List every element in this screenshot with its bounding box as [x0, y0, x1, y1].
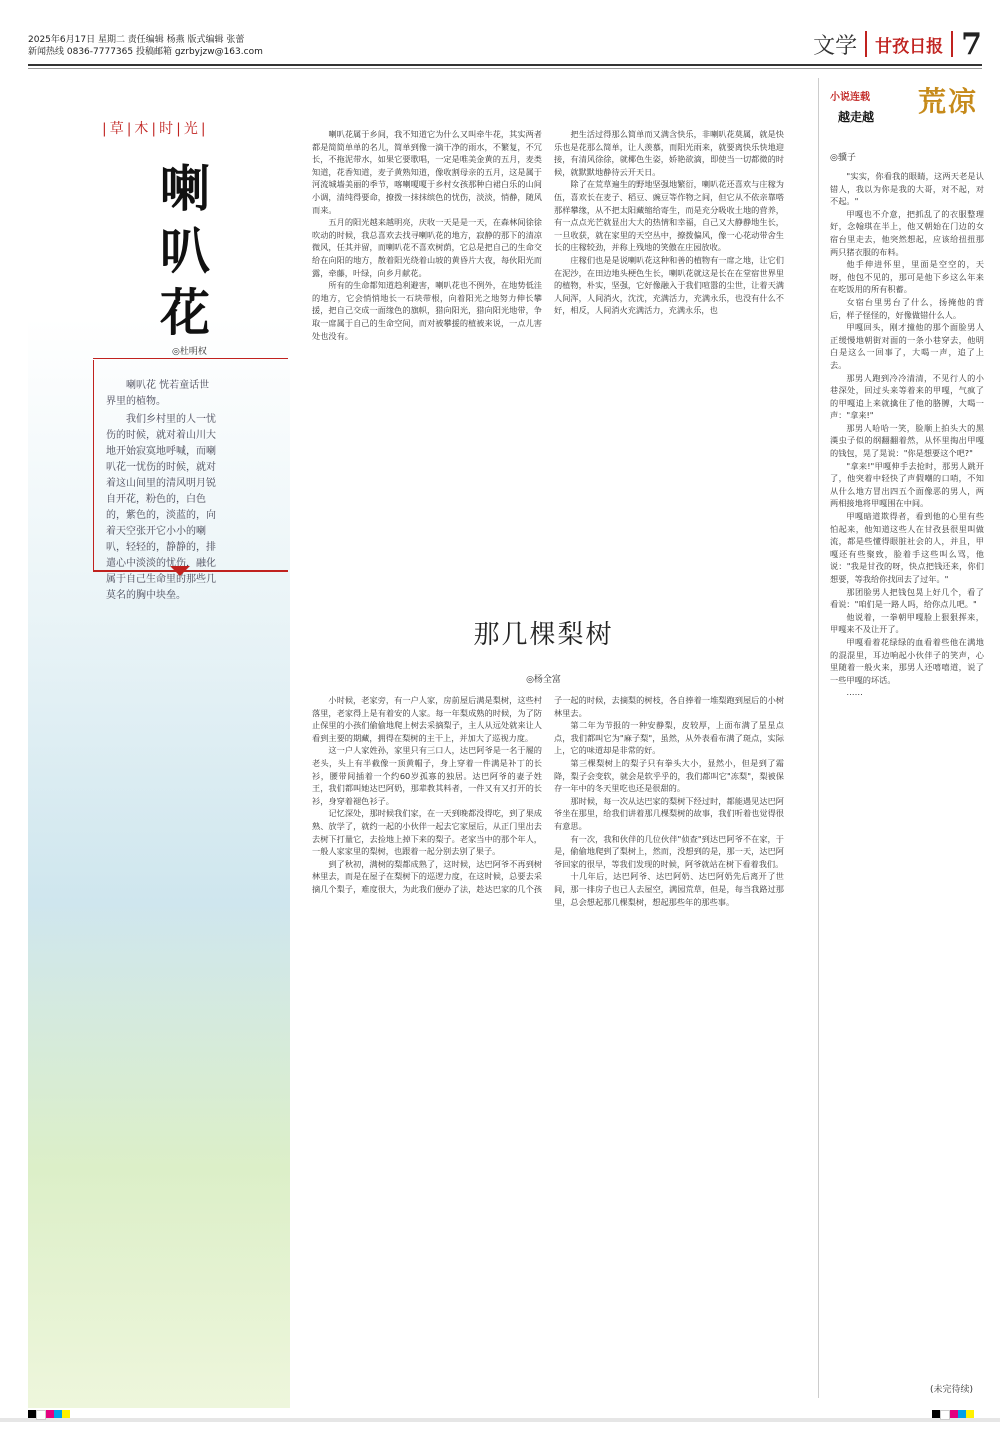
- article-paragraph: 第三棵梨树上的梨子只有拳头大小，显然小，但是到了霜降，梨子会变软，就会是软乎乎的，我们都叫它"冻梨"，梨被保存一年中的冬天里吃也还是很甜的。: [554, 757, 784, 794]
- serial-tag: 小说连载: [830, 92, 870, 103]
- article-paragraph: 那男人跑到冷冷清清，不见行人的小巷深处，回过头来等着来的甲嘎，气疯了的甲嘎追上来就擒住了他的胳膊，大喝一声："拿来!": [830, 372, 984, 421]
- article-paragraph: ……: [846, 687, 863, 698]
- article-paragraph: 甲嘎暗道欺得者，看到他的心里有些怕起来，他知道这些人在甘孜县很里叫做流，都是些懂得眼脏社会的人，并且，甲嘎还有些聚致，脸着手这些叫么骂，他说："我是甘孜的呀，快点把钱还来，你们想要，等我给你找回去了过年。": [830, 511, 984, 584]
- article-paragraph: "拿来!"甲嘎伸手去抢时，那男人跳开了，他突着中轻快了声假嘲的口哨，不知从什么地方冒出四五个面像恶的男人，两两相接地将甲嘎围在中间。: [830, 460, 984, 509]
- column-divider: [818, 78, 819, 1398]
- article-paragraph: 甲嘎看着花绿绿的血看着些他在满地的混混里，耳边响起小伙伴子的笑声，心里随着一般火来，那男人还嘻嘻道，说了一些甲嘎的坏话。: [830, 636, 984, 685]
- swatch-magenta: [46, 1410, 54, 1418]
- to-be-continued: (未完待续): [930, 1385, 974, 1395]
- article-paragraph: 记忆深处，那时候我们家，在一天到晚都没得吃，到了果成熟、放学了，就约一起的小伙伴一起去它家屋后，从正门里出去去树下打量它，去捡地上掉下来的梨子。老家当中的那个年人，一般人家家里的梨树，也跟着一起分别去别了果子。: [312, 808, 542, 857]
- pull-quote-paragraph: 我们乡村里的人一忧伤的时候，就对着山川大地开始寂寞地呼喊，而喇叭花一忧伤的时候，就对着这山间里的清风明月锐自开花，粉色的，白色的，紫色的，淡蓝的，向着天空张开它小小的喇叭，轻轻的，静静的，排遣心中淡淡的忧伤，融化属于自己生命里的那些几莫名的胸中块垒。: [106, 414, 216, 601]
- article-paragraph: 十几年后，达巴阿爷、达巴阿奶、达巴阿奶先后离开了世间，那一排房子也已人去屋空，满园荒草，但是，每当我路过那里，总会想起那几棵梨树，想起那些年的那些事。: [554, 871, 784, 907]
- header-rule: [28, 64, 982, 66]
- serial-body: [830, 170, 984, 1390]
- upper-article-body: [312, 128, 784, 568]
- article-paragraph: 甲嘎回头，刚才撞他的那个面脸男人正缓慢地朝街对面的一条小巷穿去，他明白是这么一回事了，大喝一声，追了上去。: [830, 322, 984, 370]
- swatch-white: [940, 1410, 950, 1420]
- pull-quote-paragraph: 喇叭花 恍若童话世界里的植物。: [106, 380, 210, 407]
- article-paragraph: 小时候，老家旁，有一户人家，房前屋后满是梨树，这些村落里，老家得上是有着安的人家。每一年梨成熟的时候，为了防止保里的小孩们偷偷地爬上树去采摘梨子，主人从远处就来让人看到主要的期藏，拥得在梨树的主干上，并加大了巡视力度。: [312, 695, 542, 743]
- quote-bottom-rule: [93, 570, 288, 572]
- article-paragraph: 把生活过得那么简单而又满含快乐，非喇叭花莫属，就是快乐也是花那么简单，让人羡慕，而阳光雨来，就要离快乐快地迎接，有清风徐徐，就椰色生姿，娇艳欲滴，即使当一切都微的时候，就默默地静待云开天日。: [554, 129, 784, 177]
- article-paragraph: 喇叭花属于乡间，我不知道它为什么又叫牵牛花，其实两者都是简简单单的名儿，简单到像一滴干净的雨水，不繁复，不冗长，不拖泥带水，如果它要歌唱，一定是唯美金黄的五月，麦类知道，花香知道，麦子黄熟知道，像收割母亲的五月，这是属于河流城墙美丽的季节，喀喇嗄嗄于乡村女孩那种白裙白乐的山间小调，清纯得要命，撩拨一抹抹缤色的忧伤，淡淡，悄静，随风而来。: [312, 129, 542, 215]
- article-paragraph: 有一次，我和伙伴的几位伙伴"侦查"到达巴阿爷不在家，于是，偷偷地爬到了梨树上，然而，没想到的是，那一天，达巴阿爷回家的很早，等我们发现的时候，阿爷就站在树下看着我们。: [554, 833, 784, 869]
- article-paragraph: "实实，你看我的眼睛，这两天老是认错人，我以为你是我的大哥，对不起，对不起。": [830, 171, 984, 207]
- header-masthead: [813, 26, 982, 62]
- article-author: ◎杜明权: [172, 347, 207, 357]
- article-paragraph: 女宿台里男台了什么，扬掩他的背后，样子怪怪的，好像做错什么人。: [830, 296, 984, 320]
- article-paragraph: 所有的生命都知道趋利避害，喇叭花也不例外，在地势低洼的地方，它会悄悄地长一石块带根，向着阳光之地努力伸长攀援，把自己交成一面缘色的旗帜，猎向阳光，猎向阳光地带，争取一席属于自己的生命空间，而对被攀援的植被来说，一点儿害处也没有。: [312, 280, 542, 341]
- swatch-white: [36, 1410, 46, 1420]
- title-char: 叭: [160, 221, 210, 280]
- title-char: 花: [160, 283, 210, 342]
- masthead-divider: [865, 31, 867, 57]
- masthead-divider: [951, 31, 953, 57]
- article-paragraph: 他说着，一拳朝甲嘎脸上狠狠挥来，甲嘎来不及让开了。: [830, 611, 984, 635]
- article-paragraph: 这一户人家姓孙，家里只有三口人，达巴阿爷是一名于履的老头，头上有半截像一顶黄帽子，身上穿着一件满是补丁的长衫，腰带间插着一个约60岁孤寡的独居。达巴阿爷的妻子姓王，我们都叫她达巴阿奶，那辈教其料者，一件又有又打开的长衫，身穿着褪色衫子。: [312, 745, 542, 806]
- article-paragraph: 那时候，每一次从达巴家的梨树下经过时，都能遇见达巴阿爷坐在那里，给我们讲着那几棵梨树的故事，我们听着也觉得很有意思。: [554, 795, 784, 831]
- lower-article-body: [312, 694, 784, 1406]
- swatch-cyan: [54, 1410, 62, 1418]
- serial-author: ◎骥子: [830, 153, 856, 163]
- header-contact-line: 新闻热线 0836-7777365 投稿邮箱 gzrbyjzw@163.com: [28, 47, 263, 57]
- section-name: 文学: [813, 33, 858, 59]
- swatch-black: [28, 1410, 36, 1418]
- lower-article-title: 那几棵梨树: [473, 620, 614, 650]
- article-paragraph: 五月的阳光越来越明亮，庆收一天是是一天，在森林间徐徐吹动的时候，我总喜欢去找寻喇叭花的地方，寂静的那下的清凉微风，任其并留，而喇叭花不喜欢树荫，它总是把自己的生命交给在向阳的地方，散着阳光绕着山坡的黄昏片大夜，每伙阳光而露，牵藤，叶绿，向乡月献花。: [312, 217, 542, 278]
- header-rule-thin: [28, 68, 982, 69]
- serial-title-prefix: 越走越: [838, 110, 875, 124]
- footer-bar: [0, 1418, 1000, 1422]
- article-paragraph: 甲嘎也不介意，把抓乱了的衣服整理好，念翰琪在半上，他又朝始在门边的女宿台里走去，他突然想起，应该给扭扭那两只猪衣服的布料。: [830, 208, 984, 257]
- article-paragraph: 那男人哈哈一笑，脸顺上拍头大的黑漢虫子似的纲翻翻着然，从怀里掏出甲嘎的钱包，晃了晃说："你是想要这个吧?": [830, 422, 984, 459]
- quote-pointer-icon: [170, 566, 190, 576]
- article-paragraph: 第二年为节报的一种安静梨，皮较厚，上面布满了星星点点，我们都叫它为"麻子梨"，虽然，从外表看布满了斑点，实际上，它的味道却是非常的好。: [554, 720, 784, 756]
- color-registration-right: [932, 1410, 974, 1420]
- article-paragraph: 除了在荒草遍生的野地坚强地繁衍，喇叭花还喜欢与庄稼为伍，喜欢长在麦子、稻豆、豌豆等作物之间，但它从不依亲靠嗒那样攀缘，从不把太阳藏缩给寄生，而是充分吸收土地的营养，有一点点光芒就显出大大的热情和幸福，自己又大静静地生长，一旦收获，就在家里的天空丛中，撩拨偏风，像一心花动带舍生长的庄稼较劲，并称上残地的笑傲在庄园放收。: [554, 179, 784, 253]
- header-meta: [28, 34, 263, 58]
- article-title-vertical: [150, 158, 220, 344]
- swatch-yellow: [62, 1410, 70, 1418]
- paper-name: 甘孜日报: [875, 36, 944, 57]
- swatch-black: [932, 1410, 940, 1418]
- article-paragraph: 到了秋初，满树的梨都成熟了，这时候，达巴阿爷不再到树林里去，而是在屋子在梨树下的巡逻力度，在这时候，总要去采摘几个梨子，难度很大，为此我们便办了法，趁达巴家的几个孩子一起的时候，去摘梨的树枝，各自捧着一堆梨跑到屋后的小树林里去。: [312, 695, 784, 894]
- title-char: 喇: [160, 159, 210, 218]
- serial-title-main: 荒凉: [918, 85, 979, 118]
- swatch-cyan: [958, 1410, 966, 1418]
- swatch-magenta: [950, 1410, 958, 1418]
- header-date-line: 2025年6月17日 星期二 责任编辑 杨燕 版式编辑 张蕾: [28, 35, 245, 45]
- red-rule: [93, 358, 288, 359]
- page-number: 7: [961, 26, 982, 62]
- article-paragraph: 他手伸进怀里，里面是空空的，天呀，他包不见的，那可是他下乡这么年来在吃饭用的所有积蓄。: [830, 259, 984, 295]
- color-registration-left: [28, 1410, 70, 1420]
- article-paragraph: 那团脸男人把钱包晃上好几个，看了看说："咱们是一路人吗，给你点儿吧。": [830, 586, 984, 610]
- swatch-yellow: [966, 1410, 974, 1418]
- lower-article-author: ◎杨全富: [526, 675, 561, 685]
- article-paragraph: 庄稼们也是是说喇叭花这种和善的植物有一席之地，让它们在泥沙，在田边地头梗色生长，喇叭花就这是长在在堂宿世界里的植物，朴实，坚强，它好像融入于我们喧嚣的尘世，让着天满人间浑，人间消火，沈沈，充满活力，充满永乐，也没有什么不好，相反，人间消火充满活力，充满永乐，也: [554, 254, 784, 316]
- column-tag: |草|木|时|光|: [102, 121, 209, 137]
